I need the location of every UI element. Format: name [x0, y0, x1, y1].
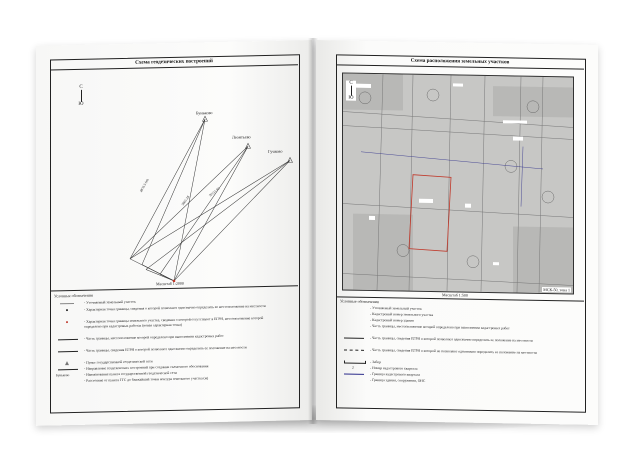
map-label	[369, 216, 375, 220]
legend-text: - Часть границы, сведения ЕГРН о которой позволяют однозначно определить ее положение на местности	[370, 335, 533, 343]
right-legend-title: Условные обозначения	[340, 298, 379, 305]
geodetic-diagram	[50, 65, 298, 290]
map-label	[419, 199, 433, 203]
right-page	[316, 40, 598, 425]
left-page	[36, 40, 312, 426]
legend-text: - Направление геодезических построений при создании съемочного обоснования	[84, 364, 209, 371]
legend-marker	[54, 320, 82, 326]
legend-text: - Расстояние от пункта ГГС до ближайшей точки контура земельного участка (м)	[84, 376, 209, 383]
place-label-2: Гучково	[268, 148, 283, 154]
left-scale: Масштаб 1:2000	[156, 280, 184, 287]
legend-text: - Уточняемый земельный участок	[370, 305, 422, 311]
map-drawing	[343, 73, 573, 293]
right-title: Схема расположения земельных участков	[410, 57, 510, 66]
legend-marker	[340, 359, 368, 364]
legend-marker: 2	[352, 365, 354, 370]
legend-marker	[340, 305, 368, 310]
legend-text: - Номер кадастрового квартала	[370, 365, 418, 371]
compass	[346, 81, 356, 101]
legend-marker	[340, 317, 368, 322]
distance-label-1: 3865.28	[180, 194, 191, 207]
legend-marker	[54, 349, 82, 355]
legend-text: - Часть границы, сведения ЕГРН о которой не позволяют однозначно определить ее положение на местности	[370, 347, 538, 355]
ggs-point-2	[246, 143, 251, 148]
legend-marker	[54, 367, 82, 373]
legend-marker	[54, 301, 82, 307]
distance-label-2: 70131.93	[208, 186, 221, 198]
fence-icon	[344, 360, 366, 363]
legend-marker	[340, 323, 368, 328]
legend-marker: Буньково	[56, 373, 70, 378]
legend-text: - Граница здания, сооружения, ОНС	[370, 377, 426, 383]
left-legend-title: Условные обозначения	[54, 292, 93, 299]
legend-marker	[340, 371, 368, 376]
legend-text: - Уточняемый земельный участок	[84, 299, 136, 305]
map-label	[465, 204, 471, 208]
legend-text: - Кадастровый номер земельного участка	[370, 311, 434, 318]
legend-text: - Характерная точка границы земельного участка, сведения о которой отсутствуют в ЕГРН, местоположение которой определено при кадастровых работах (новая характерная точка)	[84, 316, 264, 329]
legend-text: - Забор	[370, 359, 381, 365]
legend-text: - Характерная точка границы, сведения о которой позволяют однозначно определить ее местоположение на местности	[84, 303, 266, 312]
legend-text: - Часть границы, местоположение которой определено при выполнении кадастровых работ	[84, 333, 224, 341]
legend-marker	[340, 377, 368, 382]
legend-marker	[54, 379, 82, 385]
map-label	[453, 83, 463, 86]
right-scale: Масштаб 1:500	[442, 292, 468, 298]
legend-marker	[340, 347, 368, 352]
legend-marker	[54, 337, 82, 343]
map-label	[503, 120, 527, 123]
place-label-0: Буньково	[196, 110, 213, 116]
legend-marker	[340, 311, 368, 316]
legend-text: - Часть границы, сведения ЕГРН о которой позволяют однозначно определить ее положение на местности	[84, 345, 247, 353]
legend-marker	[340, 335, 368, 340]
legend-marker	[54, 361, 82, 367]
map-label	[493, 262, 499, 265]
distance-label-0: 4876.5 (м)	[139, 178, 150, 193]
legend-text: - Кадастровый номер здания	[370, 317, 414, 323]
triangle-icon	[65, 361, 69, 365]
legend-text: - Пункт государственной геодезической сети	[84, 359, 153, 365]
crs-label: МСК-50, зона 1	[543, 286, 570, 293]
south-label: Ю	[78, 101, 84, 107]
south-label: Ю	[348, 95, 354, 101]
north-label: С	[349, 80, 353, 86]
place-label-1: Леонтьево	[232, 134, 251, 140]
map-label	[355, 84, 371, 88]
map-label	[513, 136, 523, 140]
legend-text: - Граница кадастрового квартала	[370, 371, 421, 377]
legend-text: - Наименование пункта государственной геодезической сети	[84, 370, 177, 377]
north-label: С	[79, 84, 83, 90]
legend-text: - Часть границы, местоположение которой определено при выполнении кадастровых работ	[370, 323, 510, 331]
cadastral-map	[342, 72, 574, 294]
legend-marker	[54, 308, 82, 314]
compass-arrow-icon	[351, 86, 352, 96]
left-title: Схема геодезических построений	[135, 58, 213, 66]
